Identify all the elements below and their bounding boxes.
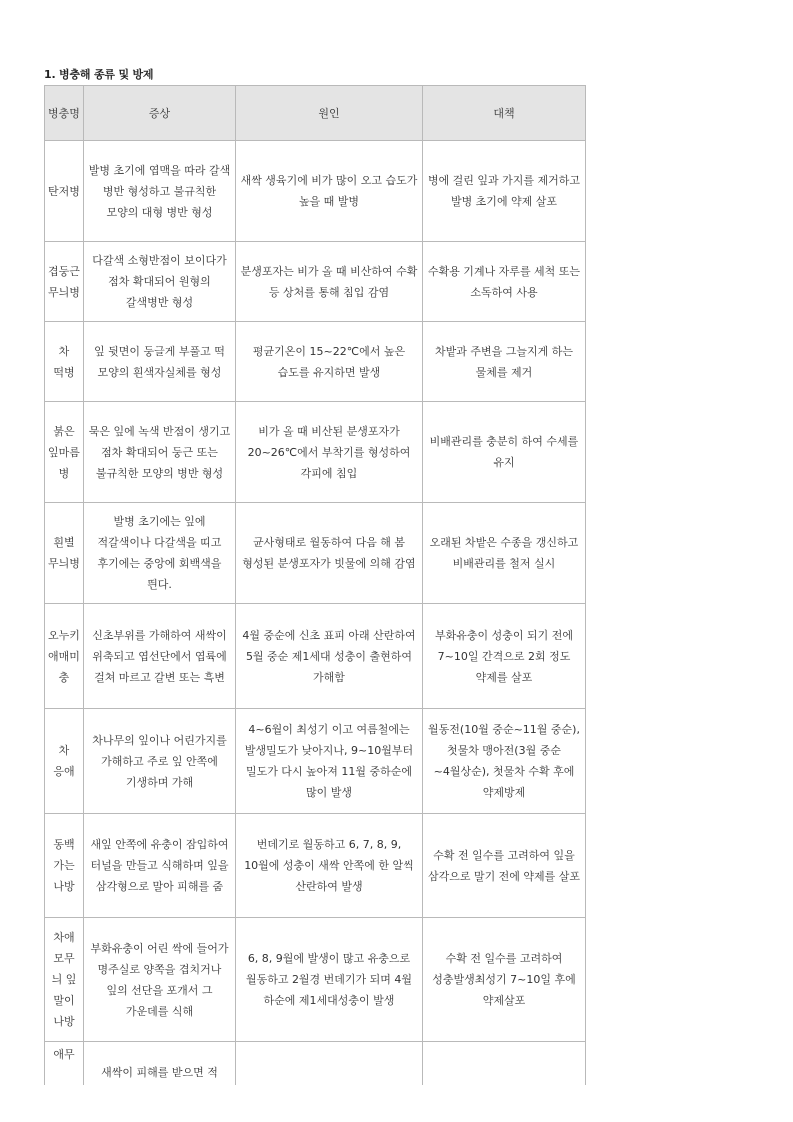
- column-header-measure: 대책: [423, 86, 586, 141]
- measure-cell: 비배관리를 충분히 하여 수세를 유지: [423, 402, 586, 503]
- measure-cell: 수확용 기계나 자루를 세척 또는 소독하여 사용: [423, 242, 586, 322]
- table-header-row: [45, 86, 586, 141]
- cause-cell: 4월 중순에 신초 표피 아래 산란하여 5월 중순 제1세대 성충이 출현하여 가해함: [236, 604, 423, 709]
- symptom-cell: 부화유충이 어린 싹에 들어가 명주실로 양쪽을 겹치거나 잎의 선단을 포개서 그 가운데를 식해: [84, 918, 236, 1042]
- table-header: [45, 86, 586, 141]
- measure-cell: 수확 전 일수를 고려하여 성충발생최성기 7~10일 후에 약제살포: [423, 918, 586, 1042]
- cause-cell: 평균기온이 15~22℃에서 높은 습도를 유지하면 발생: [236, 322, 423, 402]
- symptom-cell: 새싹이 피해를 받으면 적: [84, 1042, 236, 1086]
- measure-cell: 병에 걸린 잎과 가지를 제거하고 발병 초기에 약제 살포: [423, 141, 586, 242]
- cause-cell: [236, 1042, 423, 1086]
- pest-name-cell: 차애 모무 늬 잎 말이 나방: [45, 918, 84, 1042]
- table-row: [45, 918, 586, 1042]
- pest-table-container: [44, 85, 586, 1085]
- cause-cell: 새싹 생육기에 비가 많이 오고 습도가 높을 때 발병: [236, 141, 423, 242]
- symptom-cell: 잎 뒷면이 둥글게 부풀고 떡 모양의 흰색자실체를 형성: [84, 322, 236, 402]
- symptom-cell: 새잎 안쪽에 유충이 잠입하여 터널을 만들고 식해하며 잎을 삼각형으로 말아 피해를 줌: [84, 814, 236, 918]
- symptom-cell: 발병 초기에 엽맥을 따라 갈색 병반 형성하고 불규칙한 모양의 대형 병반 형성: [84, 141, 236, 242]
- table-row: [45, 503, 586, 604]
- table-row: [45, 402, 586, 503]
- symptom-cell: 묵은 잎에 녹색 반점이 생기고 점차 확대되어 둥근 또는 불규칙한 모양의 병반 형성: [84, 402, 236, 503]
- table-row: [45, 141, 586, 242]
- cause-cell: 분생포자는 비가 올 때 비산하여 수확 등 상처를 통해 침입 감염: [236, 242, 423, 322]
- symptom-cell: 발병 초기에는 잎에 적갈색이나 다갈색을 띠고 후기에는 중앙에 회백색을 띈다.: [84, 503, 236, 604]
- measure-cell: 오래된 차밭은 수종을 갱신하고 비배관리를 철저 실시: [423, 503, 586, 604]
- cause-cell: 6, 8, 9월에 발생이 많고 유충으로 월동하고 2월경 번데기가 되며 4월 하순에 제1세대성충이 발생: [236, 918, 423, 1042]
- pest-name-cell: 흰별 무늬병: [45, 503, 84, 604]
- table-body: [45, 141, 586, 1086]
- measure-cell: 차밭과 주변을 그늘지게 하는 물체를 제거: [423, 322, 586, 402]
- symptom-cell: 다갈색 소형반점이 보이다가 점차 확대되어 원형의 갈색병반 형성: [84, 242, 236, 322]
- column-header-name: 병충명: [45, 86, 84, 141]
- cause-cell: 4~6월이 최성기 이고 여름철에는 발생밀도가 낮아지나, 9~10월부터 밀도가 다시 높아져 11월 중하순에 많이 발생: [236, 709, 423, 814]
- column-header-cause: 원인: [236, 86, 423, 141]
- pest-name-cell: 차 응애: [45, 709, 84, 814]
- measure-cell: 수확 전 일수를 고려하여 잎을 삼각으로 말기 전에 약제를 살포: [423, 814, 586, 918]
- table-row: [45, 242, 586, 322]
- table-row: [45, 709, 586, 814]
- symptom-cell: 신초부위를 가해하여 새싹이 위축되고 엽선단에서 엽륙에 걸쳐 마르고 갈변 또는 흑변: [84, 604, 236, 709]
- table-row: [45, 604, 586, 709]
- pest-name-cell: 탄저병: [45, 141, 84, 242]
- table-row: [45, 814, 586, 918]
- pest-table: [44, 85, 586, 1085]
- pest-name-cell: 붉은 잎마름병: [45, 402, 84, 503]
- symptom-cell: 차나무의 잎이나 어린가지를 가해하고 주로 잎 안쪽에 기생하며 가해: [84, 709, 236, 814]
- pest-name-cell: 오누키 애매미충: [45, 604, 84, 709]
- pest-name-cell: 차 떡병: [45, 322, 84, 402]
- table-row: [45, 1042, 586, 1086]
- cause-cell: 번데기로 월동하고 6, 7, 8, 9, 10월에 성충이 새싹 안쪽에 한 알씩 산란하여 발생: [236, 814, 423, 918]
- measure-cell: 월동전(10월 중순~11월 중순), 첫물차 맹아전(3월 중순~4월상순), 첫물차 수확 후에 약제방제: [423, 709, 586, 814]
- column-header-symptom: 증상: [84, 86, 236, 141]
- section-heading: 1. 병충해 종류 및 방제: [44, 68, 154, 81]
- pest-name-cell: 겹둥근 무늬병: [45, 242, 84, 322]
- measure-cell: 부화유충이 성충이 되기 전에 7~10일 간격으로 2회 정도 약제를 살포: [423, 604, 586, 709]
- table-row: [45, 322, 586, 402]
- pest-name-cell: 동백 가는 나방: [45, 814, 84, 918]
- cause-cell: 균사형태로 월동하여 다음 해 봄 형성된 분생포자가 빗물에 의해 감염: [236, 503, 423, 604]
- measure-cell: [423, 1042, 586, 1086]
- cause-cell: 비가 올 때 비산된 분생포자가 20~26℃에서 부착기를 형성하여 각피에 침입: [236, 402, 423, 503]
- pest-name-cell: 애무: [45, 1042, 84, 1086]
